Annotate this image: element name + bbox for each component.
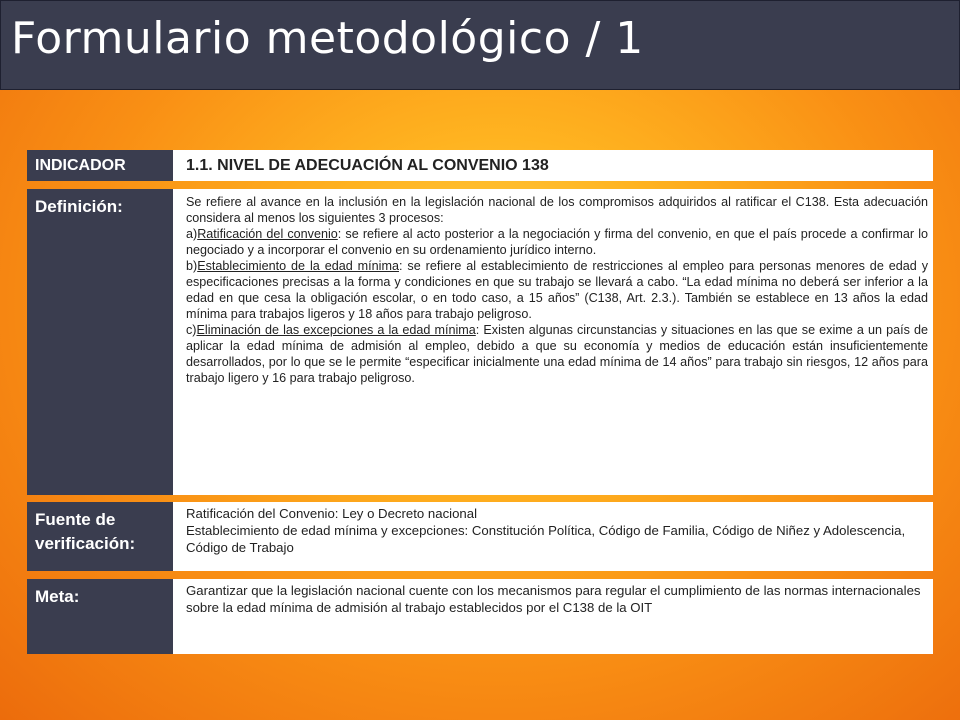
- indicator-label: INDICADOR: [27, 150, 173, 181]
- goal-label: Meta:: [27, 579, 173, 654]
- definition-item-a: [186, 226, 928, 258]
- source-text: [173, 502, 933, 571]
- item-text: : se refiere al establecimiento de restricciones al empleo para personas menores de edad y especificaciones precisas a la forma y condiciones en que su trabajo se llevará a cabo. “La edad mínima no deberá ser inferior a la edad en que cesa la obligación escolar, o en todo caso, a 15 años” (C138, Art. 2.3.). También se establece en 13 años la edad mínima para trabajos ligeros y 18 años para trabajo peligroso.: [186, 259, 929, 321]
- item-prefix: c): [186, 323, 197, 337]
- source-line: Establecimiento de edad mínima y excepciones: Constitución Política, Código de Familia, Código de Niñez y Adolescencia, Código de Trabajo: [186, 523, 906, 555]
- item-text: : se refiere al acto posterior a la negociación y firma del convenio, en que el país procede a confirmar lo negociado y a incorporar el convenio en su ordenamiento jurídico interno.: [186, 227, 929, 257]
- item-text: : Existen algunas circunstancias y situaciones en las que se exime a un país de aplicar la edad mínima de admisión al empleo, debido a que su economía y medios de educación están insuficientemente desarrollados, por lo que se le permite “especificar inicialmente una edad mínima de 14 años” para trabajo sin riesgos, 12 años para trabajo ligero y 16 para trabajo peligroso.: [186, 323, 928, 385]
- slide-title: Formulario metodológico / 1: [11, 13, 644, 64]
- item-term: Establecimiento de la edad mínima: [197, 259, 399, 273]
- indicator-row: [27, 150, 933, 181]
- goal-text: Garantizar que la legislación nacional cuente con los mecanismos para regular el cumplimiento de las normas internacionales sobre la edad mínima de admisión al trabajo establecidos por el C138 de la OIT: [173, 579, 933, 654]
- item-term: Ratificación del convenio: [197, 227, 338, 241]
- source-label: Fuente de verificación:: [27, 502, 173, 571]
- item-prefix: b): [186, 259, 198, 273]
- title-bar: [0, 0, 960, 90]
- definition-text: [173, 189, 933, 495]
- item-prefix: a): [186, 227, 198, 241]
- definition-row: [27, 189, 933, 495]
- source-row: [27, 502, 933, 571]
- definition-item-b: [186, 258, 928, 322]
- indicator-value: 1.1. NIVEL DE ADECUACIÓN AL CONVENIO 138: [173, 150, 933, 181]
- definition-item-c: [186, 322, 928, 386]
- definition-label: Definición:: [27, 189, 173, 495]
- item-term: Eliminación de las excepciones a la edad mínima: [196, 323, 476, 337]
- definition-intro: Se refiere al avance en la inclusión en la legislación nacional de los compromisos adquiridos al ratificar el C138. Esta adecuación considera al menos los siguientes 3 procesos:: [186, 195, 928, 225]
- goal-row: [27, 579, 933, 654]
- source-line: Ratificación del Convenio: Ley o Decreto nacional: [186, 506, 478, 521]
